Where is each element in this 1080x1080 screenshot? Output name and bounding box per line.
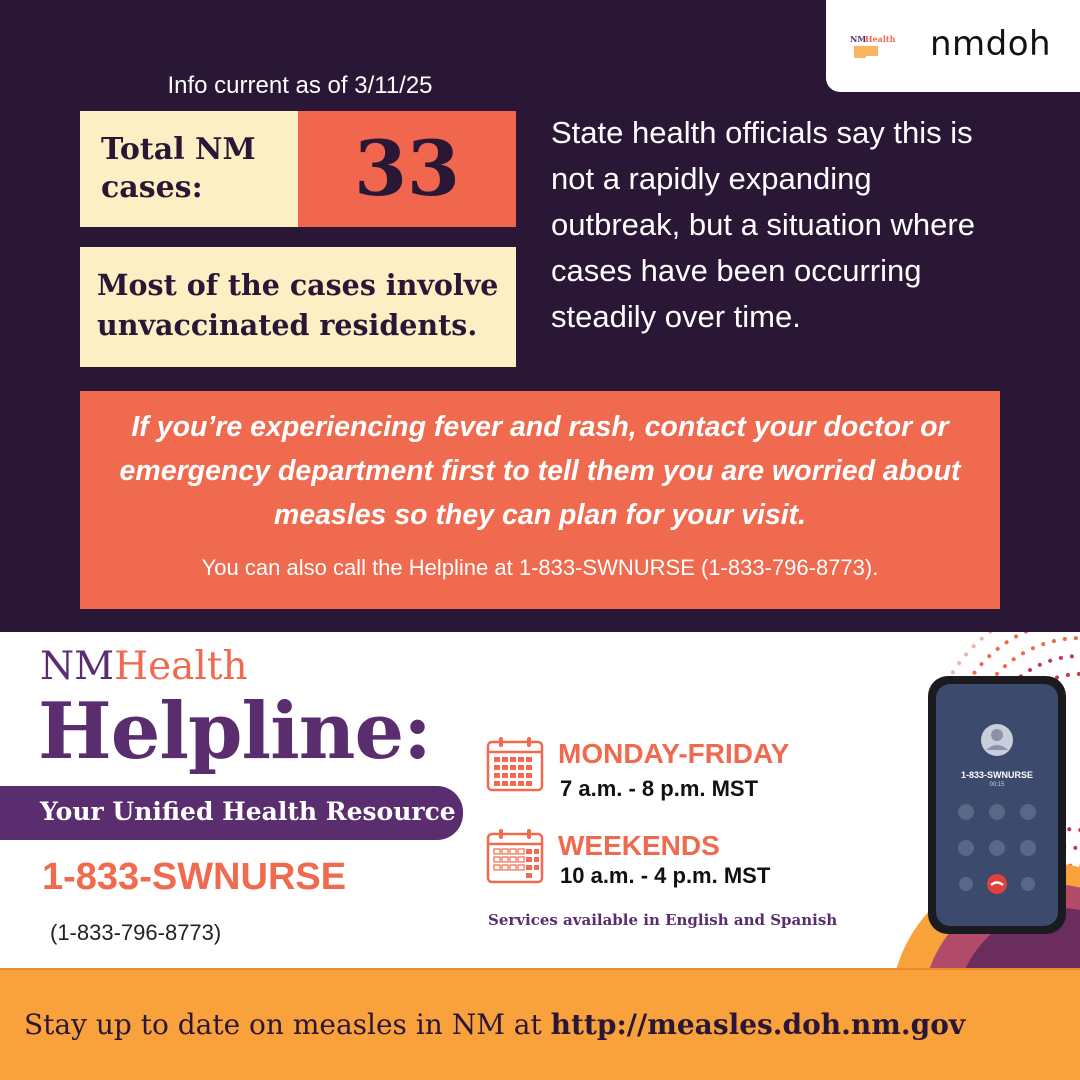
footer-text [24,1008,1064,1041]
officials-quote: State health officials say this is not a rapidly expanding outbreak, but a situation where cases have been occurring steadily over time. [551,115,975,334]
weekend-label: WEEKENDS [558,830,720,861]
phone-screen [936,684,1058,926]
helpline-note: You can also call the Helpline at 1-833-SWNURSE (1-833-796-8773). [201,555,879,580]
call-screen-icon [936,684,1058,926]
total-cases-count: 33 [298,111,516,227]
info-date: Info current as of 3/11/25 [167,72,433,99]
helpline-title: Helpline: [38,686,431,777]
phone-illustration [928,676,1066,934]
footer-url-link[interactable]: http://measles.doh.nm.gov [550,1008,966,1041]
total-cases-label: Total NM cases: [80,111,298,227]
account-name: nmdoh [930,24,1052,64]
account-badge [826,0,1080,92]
weekday-hours: 7 a.m. - 8 p.m. MST [560,776,759,801]
phone-screen-duration: 00:15 [989,782,1005,788]
symptom-alert-message: If you’re experiencing fever and rash, contact your doctor or emergency department first to tell them you are worried about measles so they can plan for your visit. [119,411,961,531]
svg-text:Health: Health [865,34,896,44]
languages-note: Services available in English and Spanish [488,911,838,929]
unvaccinated-note: Most of the cases involve unvaccinated residents. [80,247,516,367]
weekend-hours: 10 a.m. - 4 p.m. MST [560,863,771,888]
svg-text:NM: NM [850,34,867,44]
calendar-icon [486,828,544,884]
wordmark-nm: NM [40,644,115,689]
symptom-alert-box [80,391,1000,609]
helpline-banner [0,632,1080,968]
helpline-tagline: Your Unified Health Resource [40,797,456,826]
nmhealth-wordmark [40,644,248,689]
helpline-phone-number: (1-833-796-8773) [50,920,222,945]
calendar-icon [486,736,544,792]
weekday-label: MONDAY-FRIDAY [558,738,790,769]
footer-prefix: Stay up to date on measles in NM at [24,1008,551,1041]
phone-screen-caller: 1-833-SWNURSE [960,770,1034,780]
nmhealth-logo-icon [848,30,900,60]
helpline-phone-word: 1-833-SWNURSE [42,856,347,898]
footer-bar [0,968,1080,1080]
wordmark-health: Health [114,644,248,689]
